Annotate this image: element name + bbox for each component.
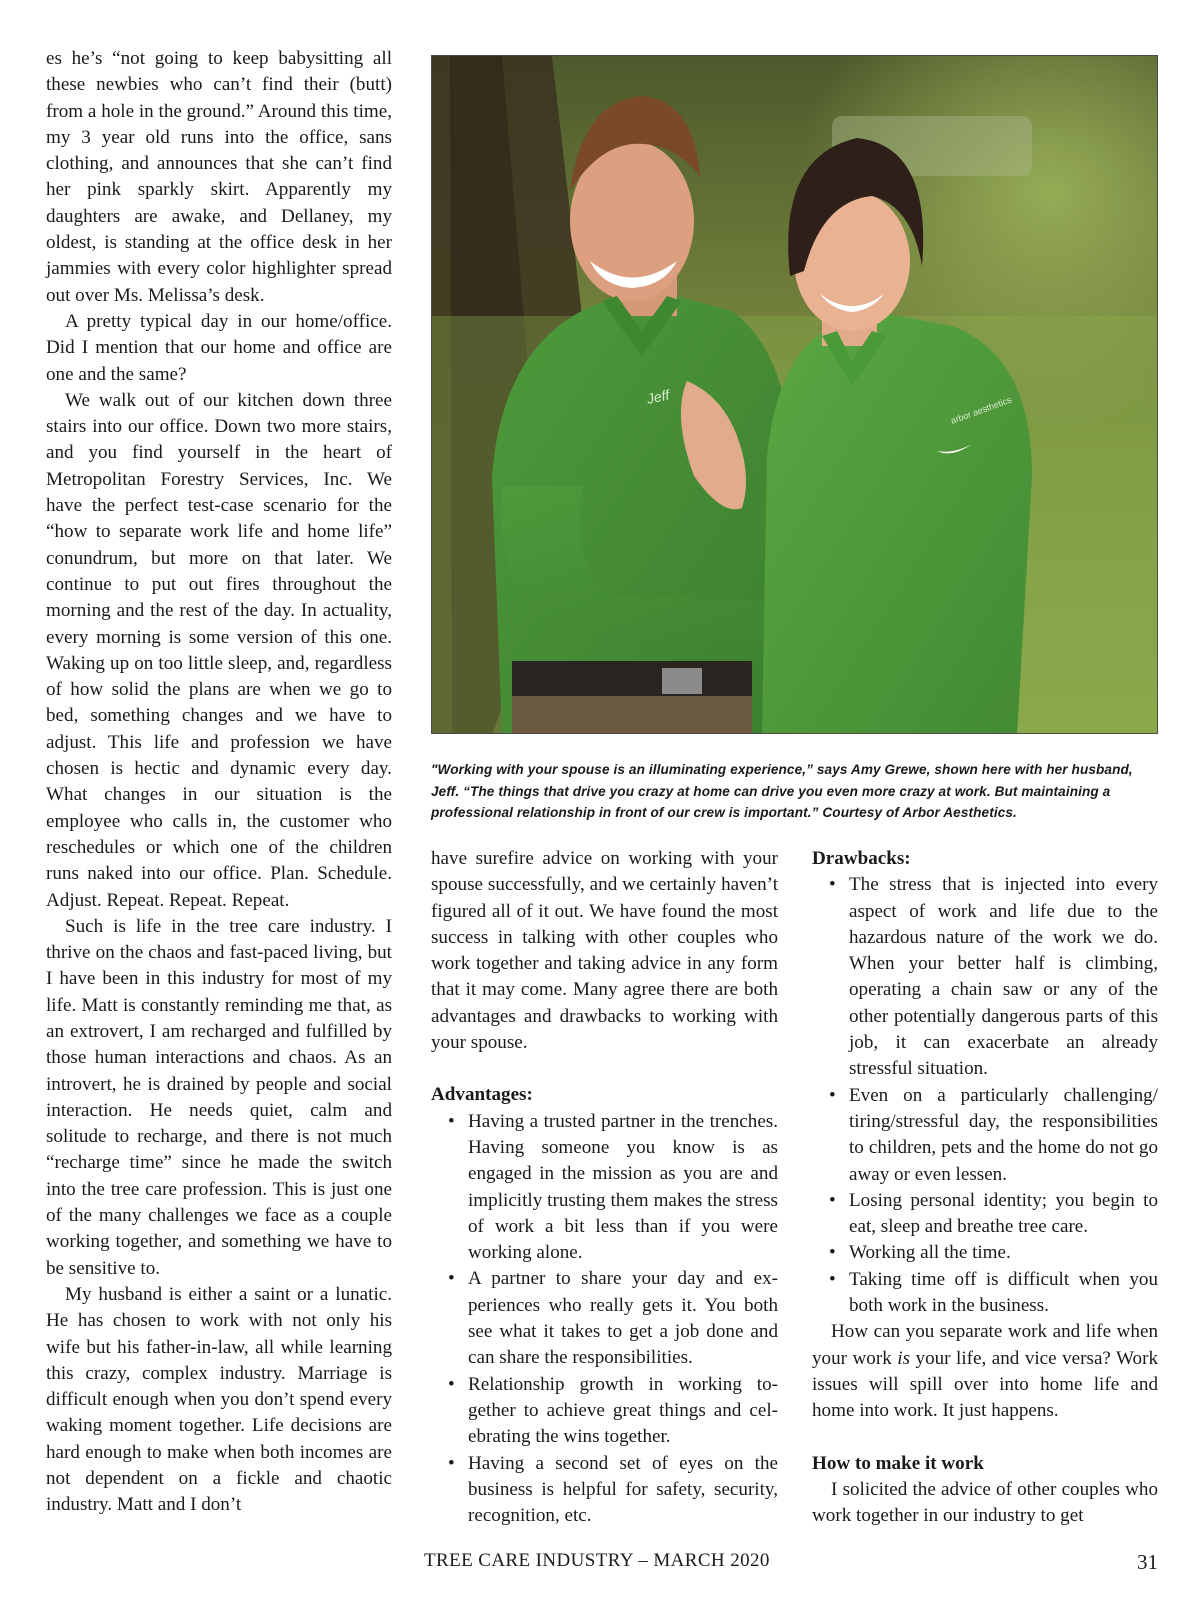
list-item: • Working all the time.	[812, 1240, 1158, 1266]
list-item: • A partner to share your day and experiences who really gets it. You both see what it takes to get a job done and can share the responsibilities.	[448, 1268, 778, 1369]
list-item: • Losing personal identity; you begin to eat, sleep and breathe tree care.	[829, 1189, 1158, 1238]
paragraph: es he’s “not going to keep babysitting all these newbies who can’t find their (butt) from a hole in the ground.” Around this time, my 3 year old runs into the office, sans clothing, and announces that she can’t find her pink sparkly skirt. Apparently my daughters are awake, and Dellaney, my oldest, is standing at the office desk in her jammies with every color highlighter spread out over Ms. Melissa’s desk.	[46, 48, 392, 306]
list-item: • Having a trusted partner in the trenches. Having someone you know is as engaged in the mission as you are and implicitly trusting them makes the stress of work a bit less than if you were working alone.	[448, 1110, 778, 1264]
page-footer	[0, 1550, 1200, 1580]
bullet-icon: •	[829, 1268, 836, 1290]
photo-illustration	[432, 56, 1158, 734]
bullet-icon: •	[829, 1084, 836, 1106]
bullet-icon: •	[829, 1189, 836, 1211]
list-item: • Relationship growth in working together to achieve great things and celebrating the wins together.	[448, 1373, 778, 1448]
article-column-1	[46, 46, 392, 1519]
article-column-3	[812, 846, 1158, 1529]
paragraph: We walk out of our kitchen down three stairs into our office. Down two more stairs, and you find yourself in the heart of Metropolitan Forestry Services, Inc. We have the perfect test-case scenario for the “how to separate work life and home life” conundrum, but more on that later. We continue to put out fires throughout the morning and the rest of the day. In actuality, every morning is some version of this one. Waking up on too little sleep, and, regardless of how solid the plans are when we go to bed, something changes and we have to adjust. This life and profession we have chosen is hectic and dynamic every day. What changes in our situation is the employee who calls in, the customer who reschedules or which one of the children runs naked into our office. Plan. Schedule. Adjust. Repeat. Repeat. Repeat.	[46, 389, 392, 911]
shirt-name-text: Jeff	[645, 386, 671, 407]
spacer	[431, 1056, 778, 1082]
bullet-icon: •	[829, 874, 836, 896]
bullet-icon: •	[448, 1110, 455, 1132]
list-item: • Taking time off is difficult when you both work in the business.	[829, 1268, 1158, 1317]
list-item: • Even on a particularly challenging/ tiring/stressful day, the responsibilities to children, pets and the home do not go away or even lessen.	[829, 1084, 1158, 1185]
couple-photo	[431, 55, 1158, 734]
bullet-icon: •	[448, 1452, 455, 1474]
advantages-list	[431, 1109, 778, 1530]
shirt-logo-text: arbor aesthetics	[949, 394, 1013, 426]
drawbacks-heading: Drawbacks:	[812, 848, 911, 869]
photo-caption: "Working with your spouse is an illuminating experience,” says Amy Grewe, shown here with her husband, Jeff. “The things that drive you crazy at home can drive you even more crazy at work. But maintaining a professional relationship in front of our crew is important.” Courtesy of Arbor Aesthetics.	[431, 762, 1133, 821]
bullet-icon: •	[829, 1242, 836, 1264]
paragraph: A pretty typical day in our home/office. Did I mention that our home and office are one and the same?	[46, 310, 392, 385]
paragraph: Such is life in the tree care industry. I thrive on the chaos and fast-paced living, but I have been in this industry for most of my life. Matt is constantly reminding me that, as an extrovert, I am recharged and fulfilled by those human interactions and chaos. As an introvert, he is drained by people and social interaction. He needs quiet, calm and solitude to recharge, and there is not much “recharge time” since he made the switch into the tree care profession. This is just one of the many challenges we face as a couple working together, and something we have to be sensitive to.	[46, 915, 392, 1279]
list-item: • Having a second set of eyes on the business is helpful for safety, security, recognition, etc.	[448, 1452, 778, 1527]
magazine-issue: TREE CARE INDUSTRY – MARCH 2020	[424, 1550, 770, 1571]
paragraph: How can you separate work and life when your work is your life, and vice versa? Work issues will spill over into home life and home into work. It just happens.	[812, 1321, 1158, 1422]
paragraph: My husband is either a saint or a lunatic. He has chosen to work with not only his wife but his father-in-law, all while learning this crazy, complex industry. Marriage is difficult enough when you don’t spend every waking moment together. Life decisions are hard enough to make when both incomes are not dependent on a fickle and chaotic industry. Matt and I don’t	[46, 1283, 392, 1516]
article-column-2	[431, 846, 778, 1529]
advantages-heading: Advantages:	[431, 1084, 533, 1106]
bullet-icon: •	[448, 1373, 455, 1395]
page-number: 31	[1137, 1550, 1158, 1574]
list-item: • The stress that is injected into every aspect of work and life due to the hazardous nature of the work we do. When your better half is climbing, operating a chain saw or any of the other potentially dangerous parts of this job, it can exacerbate an already stressful situation.	[829, 874, 1158, 1080]
bullet-icon: •	[448, 1268, 455, 1290]
drawbacks-list	[812, 872, 1158, 1319]
how-to-heading: How to make it work	[812, 1452, 984, 1474]
spacer	[812, 1425, 1158, 1451]
paragraph: I solicited the advice of other couples who work together in our industry to get	[812, 1478, 1158, 1527]
paragraph: have surefire advice on working with your spouse successfully, and we certainly haven’t figured all of it out. We have found the most success in talking with other couples who work together and taking advice in any form that it may come. Many agree there are both advantages and drawbacks to working with your spouse.	[431, 848, 778, 1054]
